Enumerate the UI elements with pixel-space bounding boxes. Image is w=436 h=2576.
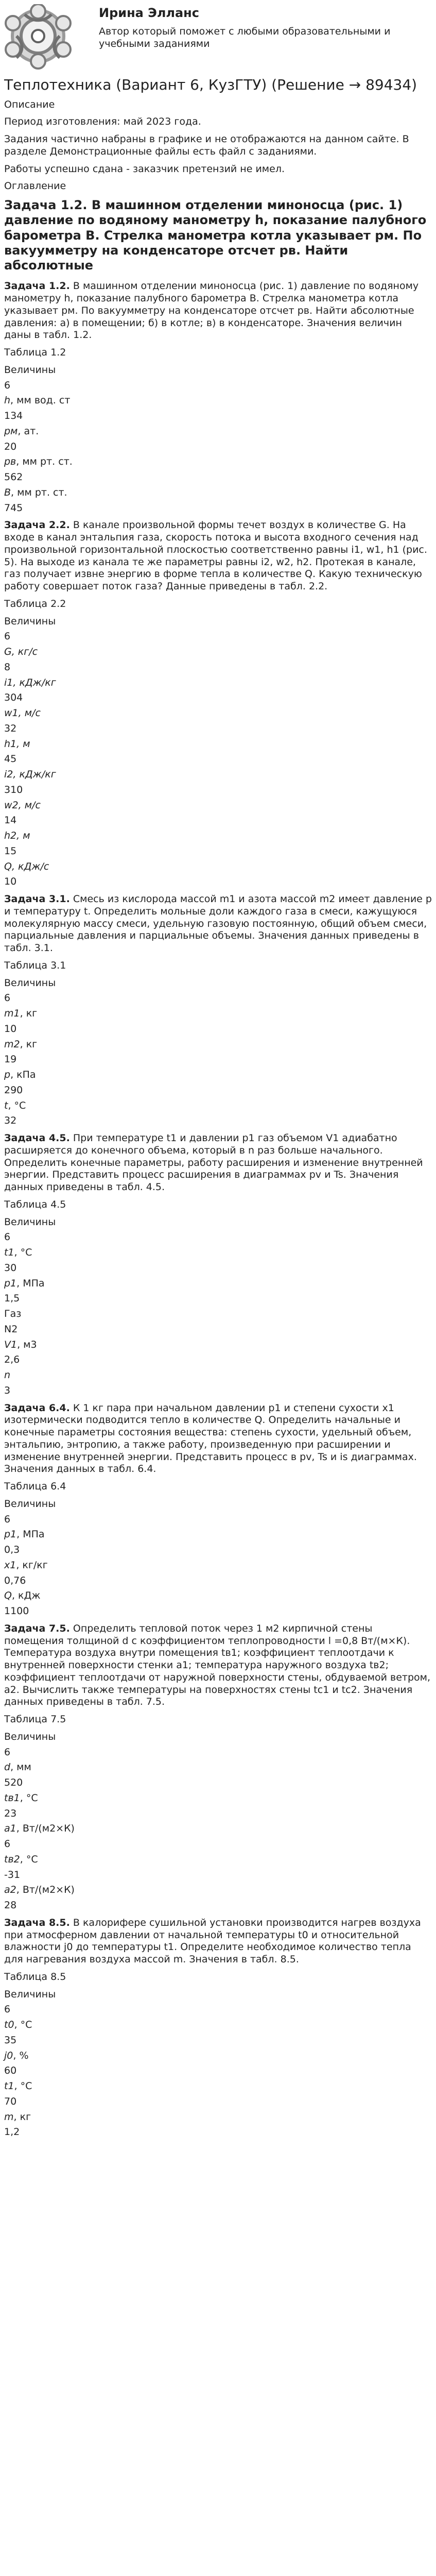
value-number: 745 bbox=[4, 502, 23, 514]
value-key-symbol: a2 bbox=[4, 1884, 16, 1896]
value-key-unit: , МПа bbox=[16, 1529, 45, 1540]
value-key bbox=[4, 2111, 432, 2124]
values-label: Величины bbox=[4, 1731, 56, 1742]
value-number: 35 bbox=[4, 2034, 17, 2046]
value-number: 0,3 bbox=[4, 1544, 20, 1556]
task-text bbox=[4, 519, 432, 593]
value-number: 6 bbox=[4, 1838, 11, 1850]
value-number: 134 bbox=[4, 410, 23, 422]
task bbox=[4, 280, 432, 514]
value-key-unit: , м3 bbox=[17, 1338, 37, 1350]
value-key bbox=[4, 1039, 432, 1051]
value-key bbox=[4, 1339, 432, 1351]
variant-number: 6 bbox=[4, 631, 11, 642]
value-number: 10 bbox=[4, 876, 17, 888]
value-key bbox=[4, 1823, 432, 1835]
value-number: 2,6 bbox=[4, 1354, 20, 1366]
values-label: Величины bbox=[4, 977, 56, 989]
task-label: Задача 8.5. bbox=[4, 1917, 70, 1928]
value-key-unit: , мм вод. ст bbox=[10, 395, 71, 406]
toc-label: Оглавление bbox=[4, 180, 66, 192]
variant-number: 6 bbox=[4, 379, 11, 391]
value-key bbox=[4, 1590, 432, 1602]
task-body: В машинном отделении миноносца (рис. 1) давление по водяному манометру h, показание палубного барометра B. Стрелка манометра котла указывает pм. По вакуумметру на конденсаторе отсчет pв. Найти абсолютные давления: а) в помещении; б) в котле; в) в конденсаторе. Значения величин даны в табл. 1.2. bbox=[4, 280, 419, 341]
value-number: 10 bbox=[4, 1023, 17, 1035]
value-key-unit: , мм рт. ст. bbox=[16, 456, 73, 468]
value-number: 304 bbox=[4, 692, 23, 704]
value-number: 310 bbox=[4, 784, 23, 795]
value-key-unit: , °С bbox=[20, 1853, 38, 1865]
task-body: К 1 кг пара при начальном давлении p1 и степени сухости x1 изотермически подводится тепло в количестве Q. Определить начальные и конечные параметры состояния вещества: степень сухости, удельный объем, энтальпию, энтропию, а также работу, произведенную при расширении и изменение внутренней энергии. Представить процесс в pv, Ts и is диаграммах. Значения данных в табл. 6.4. bbox=[4, 1402, 417, 1475]
value-key-unit: , кПа bbox=[10, 1069, 36, 1081]
value-key bbox=[4, 1247, 432, 1259]
value-key-unit: , Вт/(м2×К) bbox=[16, 1823, 75, 1835]
value-key bbox=[4, 2080, 432, 2093]
author-subtitle bbox=[99, 26, 390, 50]
value-key-symbol: Q bbox=[4, 1590, 12, 1602]
value-key-unit: , °С bbox=[20, 1792, 38, 1804]
value-key bbox=[4, 1278, 432, 1290]
value-key bbox=[4, 1884, 432, 1896]
task-label: Задача 3.1. bbox=[4, 893, 70, 905]
value-key-symbol: pв bbox=[4, 456, 16, 468]
value-key-unit: , кг bbox=[13, 2111, 31, 2123]
value-key-symbol: t0 bbox=[4, 2019, 14, 2031]
value-number: 290 bbox=[4, 1084, 23, 1096]
task bbox=[4, 1402, 432, 1618]
value-key-symbol: n bbox=[4, 1369, 11, 1381]
value-key bbox=[4, 1008, 432, 1020]
value-key-unit: , кг bbox=[20, 1008, 38, 1020]
value-key bbox=[4, 1308, 432, 1320]
variant-number: 6 bbox=[4, 992, 11, 1004]
value-key-symbol: t1 bbox=[4, 1247, 14, 1259]
value-key bbox=[4, 1792, 432, 1805]
value-key-symbol: V1 bbox=[4, 1338, 18, 1350]
value-number: 70 bbox=[4, 2095, 17, 2107]
task bbox=[4, 1132, 432, 1397]
value-number: 1,5 bbox=[4, 1293, 20, 1304]
value-key-unit: , °С bbox=[14, 2080, 32, 2092]
value-number: 60 bbox=[4, 2065, 17, 2077]
description-label: Описание bbox=[4, 98, 55, 110]
author-info bbox=[99, 4, 390, 50]
value-key bbox=[4, 769, 432, 781]
value-number: N2 bbox=[4, 1323, 18, 1335]
task-body: При температуре t1 и давлении p1 газ объемом V1 адиабатно расширяется до конечного объема, который в n раз больше начального. Определить конечные параметры, работу расширения и изменение внутренней энергии. Представить процесс расширения в диаграммах pv и Ts. Значения данных приведены в табл. 4.5. bbox=[4, 1132, 423, 1193]
task-label: Задача 1.2. bbox=[4, 280, 70, 292]
value-key bbox=[4, 800, 432, 812]
table-title: Таблица 7.5 bbox=[4, 1714, 66, 1725]
page-content bbox=[0, 99, 436, 2139]
value-key-symbol: t bbox=[4, 1099, 8, 1111]
value-key bbox=[4, 677, 432, 689]
value-key-symbol: i2, кДж/кг bbox=[4, 769, 56, 781]
value-number: 14 bbox=[4, 815, 17, 826]
values-label: Величины bbox=[4, 1216, 56, 1228]
value-key bbox=[4, 830, 432, 842]
table-title: Таблица 8.5 bbox=[4, 1971, 66, 1982]
value-key-symbol: tв1 bbox=[4, 1792, 20, 1804]
value-key-symbol: h bbox=[4, 395, 11, 406]
value-key-symbol: m1 bbox=[4, 1008, 20, 1020]
value-key-unit: , кг/кг bbox=[16, 1559, 48, 1571]
value-number: 1,2 bbox=[4, 2126, 20, 2138]
value-key-unit: , кДж bbox=[11, 1590, 41, 1602]
task-body: Смесь из кислорода массой m1 и азота массой m2 имеет давление p и температуру t. Определить мольные доли каждого газа в смеси, кажущуюся молекулярную массу смеси, удельную газовую постоянную, общий объем смеси, парциальные давления и парциальные объемы. Значения данных приведены в табл. 3.1. bbox=[4, 893, 432, 954]
value-key-symbol: B bbox=[4, 486, 11, 498]
task-text bbox=[4, 893, 432, 955]
value-key bbox=[4, 646, 432, 658]
value-key-unit: , мм bbox=[10, 1761, 31, 1773]
value-number: 45 bbox=[4, 753, 17, 765]
value-number: 8 bbox=[4, 661, 11, 673]
task bbox=[4, 1917, 432, 2139]
value-key-unit: Газ bbox=[4, 1308, 22, 1320]
author-name[interactable]: Ирина Элланс bbox=[99, 6, 199, 20]
variant-number: 6 bbox=[4, 2004, 11, 2015]
value-key bbox=[4, 1529, 432, 1541]
values-label: Величины bbox=[4, 615, 56, 627]
author-avatar[interactable] bbox=[4, 4, 92, 71]
value-number: 30 bbox=[4, 1262, 17, 1274]
value-key-symbol: p1 bbox=[4, 1277, 17, 1289]
value-key-symbol: i1, кДж/кг bbox=[4, 676, 56, 688]
task-label: Задача 2.2. bbox=[4, 519, 70, 531]
value-key-symbol: t1 bbox=[4, 2080, 14, 2092]
tasks-container bbox=[4, 280, 432, 2139]
value-number: -31 bbox=[4, 1869, 21, 1880]
value-key-unit: , кг bbox=[20, 1038, 38, 1050]
value-key bbox=[4, 1369, 432, 1382]
value-key-unit: , % bbox=[13, 2049, 29, 2061]
value-key-symbol: p bbox=[4, 1069, 11, 1081]
value-number: 520 bbox=[4, 1777, 23, 1789]
variant-number: 6 bbox=[4, 1231, 11, 1243]
author-subtitle-line-1: Автор который поможет с любыми образовательными и bbox=[99, 26, 391, 37]
page-title: Теплотехника (Вариант 6, КузГТУ) (Решение → 89434) bbox=[4, 76, 417, 93]
value-key-symbol: G, кг/с bbox=[4, 646, 38, 658]
section-title: Задача 1.2. В машинном отделении миноносца (рис. 1) давление по водяному манометру h, показание палубного барометра B. Стрелка манометра котла указывает pм. По вакуумметру на конденсаторе отсчет pв. Найти абсолютные bbox=[4, 198, 427, 273]
value-key bbox=[4, 456, 432, 468]
value-key-symbol: Q, кДж/с bbox=[4, 860, 49, 872]
task-body: Определить тепловой поток через 1 м2 кирпичной стены помещения толщиной d с коэффициентом теплопроводности l =0,8 Вт/(м×К). Температура воздуха внутри помещения tв1; коэффициент теплоотдачи к внутренней поверхности стенки a1; температура наружного воздуха tв2; коэффициент теплоотдачи от наружной поверхности стены, обдуваемой ветром, a2. Вычислить также температуры на поверхностях стены tс1 и tс2. Значения данных приведены в табл. 7.5. bbox=[4, 1622, 431, 1708]
value-number: 20 bbox=[4, 440, 17, 452]
value-number: 0,76 bbox=[4, 1574, 26, 1586]
task-body: В канале произвольной формы течет воздух в количестве G. На входе в канал энтальпия газа, скорость потока и высота входного сечения над произвольной горизонтальной плоскостью соответственно равны i1, w1, h1 (рис. 5). На выходе из канала те же параметры равны i2, w2, h2. Протекая в канале, газ получает извне энергию в форме тепла в количестве Q. Какую техническую работу совершает поток газа? Данные приведены в табл. 2.2. bbox=[4, 519, 427, 592]
author-header bbox=[0, 0, 436, 74]
author-subtitle-line-2: учебными заданиями bbox=[99, 38, 210, 49]
value-number: 28 bbox=[4, 1900, 17, 1911]
value-key bbox=[4, 2050, 432, 2062]
task bbox=[4, 519, 432, 888]
value-number: 3 bbox=[4, 1384, 11, 1396]
values-label: Величины bbox=[4, 1498, 56, 1510]
value-key-symbol: w1, м/с bbox=[4, 707, 41, 719]
value-number: 1100 bbox=[4, 1605, 29, 1617]
value-key bbox=[4, 1560, 432, 1572]
value-key bbox=[4, 1761, 432, 1774]
task bbox=[4, 1623, 432, 1912]
value-number: 19 bbox=[4, 1054, 17, 1065]
value-key bbox=[4, 1854, 432, 1866]
task-body: В калорифере сушильной установки производится нагрев воздуха при атмосферном давлении от начальной температуры t0 и относительной влажности j0 до температуры t1. Определите необходимое количество тепла для нагревания воздуха массой m. Значения в табл. 8.5. bbox=[4, 1917, 421, 1965]
value-key-symbol: x1 bbox=[4, 1559, 16, 1571]
variant-number: 6 bbox=[4, 1746, 11, 1758]
table-title: Таблица 4.5 bbox=[4, 1198, 66, 1210]
task-label: Задача 7.5. bbox=[4, 1622, 70, 1634]
table-title: Таблица 3.1 bbox=[4, 959, 66, 971]
value-key-symbol: tв2 bbox=[4, 1853, 20, 1865]
task-text bbox=[4, 1917, 432, 1966]
task-text bbox=[4, 1623, 432, 1708]
value-key bbox=[4, 426, 432, 438]
value-key-symbol: m bbox=[4, 2111, 14, 2123]
table-title: Таблица 2.2 bbox=[4, 598, 66, 609]
value-key bbox=[4, 707, 432, 720]
value-key-symbol: a1 bbox=[4, 1823, 16, 1835]
task-text bbox=[4, 1402, 432, 1476]
value-key-unit: , ат. bbox=[18, 425, 39, 437]
values-label: Величины bbox=[4, 1988, 56, 2000]
value-key-unit: , Вт/(м2×К) bbox=[16, 1884, 75, 1896]
value-key-symbol: pм bbox=[4, 425, 18, 437]
task-text bbox=[4, 1132, 432, 1194]
note-1: Задания частично набраны в графике и не отображаются на данном сайте. В разделе Демонстрационные файлы есть файл с заданиями. bbox=[4, 133, 409, 157]
value-key-symbol: h2, м bbox=[4, 830, 30, 842]
value-key-symbol: m2 bbox=[4, 1038, 20, 1050]
note-2: Работы успешно сдана - заказчик претензий не имел. bbox=[4, 163, 285, 175]
values-label: Величины bbox=[4, 364, 56, 376]
value-key-unit: , °С bbox=[14, 1247, 32, 1259]
value-key-symbol: d bbox=[4, 1761, 11, 1773]
variant-number: 6 bbox=[4, 1513, 11, 1525]
task-label: Задача 4.5. bbox=[4, 1132, 70, 1144]
task-text bbox=[4, 280, 432, 342]
value-key bbox=[4, 1100, 432, 1112]
value-key-symbol: j0 bbox=[4, 2049, 13, 2061]
value-key bbox=[4, 2019, 432, 2031]
value-key bbox=[4, 738, 432, 751]
period-text: Период изготовления: май 2023 года. bbox=[4, 116, 201, 128]
table-title: Таблица 6.4 bbox=[4, 1481, 66, 1493]
value-key-unit: , °С bbox=[14, 2019, 32, 2031]
value-key-symbol: p1 bbox=[4, 1529, 17, 1540]
value-key bbox=[4, 487, 432, 499]
value-number: 15 bbox=[4, 845, 17, 857]
value-key-unit: , МПа bbox=[16, 1277, 45, 1289]
value-number: 32 bbox=[4, 1115, 17, 1127]
value-key bbox=[4, 861, 432, 873]
value-number: 32 bbox=[4, 722, 17, 734]
value-key bbox=[4, 1069, 432, 1081]
task bbox=[4, 893, 432, 1127]
task-label: Задача 6.4. bbox=[4, 1402, 70, 1414]
value-number: 23 bbox=[4, 1807, 17, 1819]
table-title: Таблица 1.2 bbox=[4, 347, 66, 359]
value-number: 562 bbox=[4, 471, 23, 483]
value-key-symbol: h1, м bbox=[4, 738, 30, 750]
value-key-symbol: w2, м/с bbox=[4, 799, 41, 811]
value-key bbox=[4, 395, 432, 407]
value-key-unit: , мм рт. ст. bbox=[11, 486, 67, 498]
value-key-unit: , °С bbox=[8, 1099, 26, 1111]
